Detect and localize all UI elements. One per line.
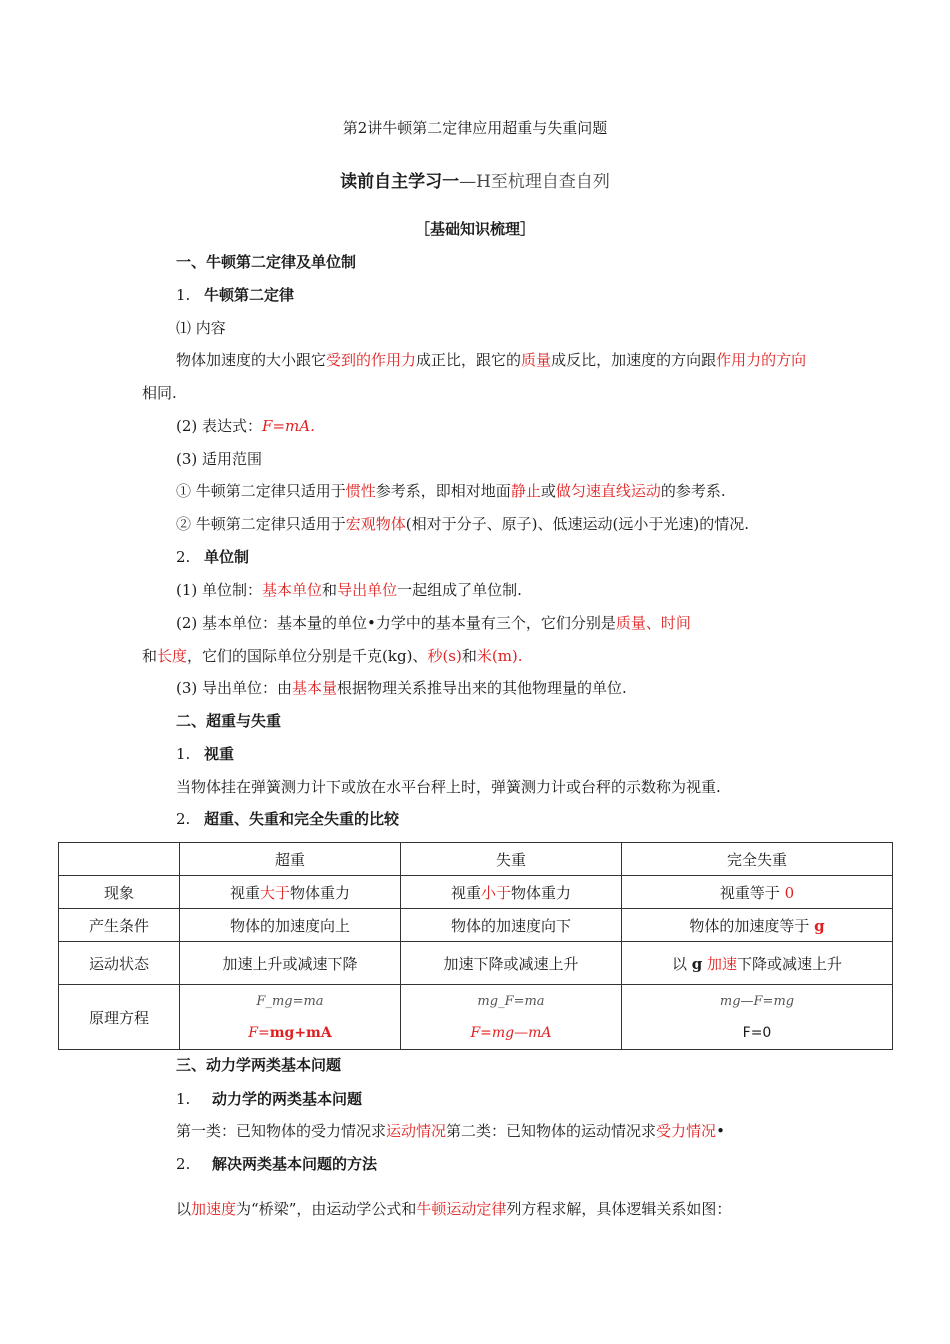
highlight-span: 秒(s) (427, 647, 462, 665)
equation-line: F=mg—mA (470, 1024, 552, 1041)
highlight-span: mg+mA (269, 1024, 332, 1041)
highlight-span: 受力情况 (656, 1122, 717, 1140)
text-span: 下降或减速上升 (737, 954, 843, 973)
highlight-span: 做匀速直线运动 (555, 482, 661, 500)
newton-law-paragraph-line-1 (176, 350, 806, 370)
text-span: (1) 单位制： (176, 581, 263, 599)
highlight-span: 宏观物体 (345, 515, 406, 533)
text-span: 物体重力 (290, 883, 351, 902)
subtitle-rest: —H至杭理自查自列 (459, 172, 610, 192)
highlight-span: 受到的作用力 (326, 351, 417, 369)
table-cell: 物体的加速度向上 (180, 909, 401, 942)
s1-subheading-2-number: 2. (176, 548, 191, 566)
highlight-span: 基本量 (292, 679, 338, 697)
highlight-span: 长度 (157, 647, 188, 665)
highlight-span: 惯性 (345, 482, 376, 500)
text-span: 物体的加速度等于 (689, 916, 815, 935)
highlight-span: 米(m). (476, 647, 523, 665)
text-span: ，它们的国际单位分别是千克(kg)、 (187, 647, 428, 665)
table-cell (401, 985, 622, 1050)
comparison-table (58, 842, 893, 1050)
apparent-weight-paragraph: 当物体挂在弹簧测力计下或放在水平台秤上时，弹簧测力计或台秤的示数称为视重. (176, 778, 721, 796)
highlight-span: 导出单位 (337, 581, 398, 599)
text-span: g (691, 954, 703, 973)
unit-system-line (176, 580, 522, 600)
text-span: 视重 (450, 883, 481, 902)
highlight-span: 时间 (660, 614, 691, 632)
row-label: 现象 (59, 876, 180, 909)
s1-subheading-2-text: 单位制 (204, 548, 250, 566)
text-span: 成反比，加速度的方向跟 (551, 351, 717, 369)
text-span: (相对于分子、原子)、低速运动(远小于光速)的情况. (405, 515, 749, 533)
table-cell (180, 876, 401, 909)
text-span: 以 (176, 1200, 192, 1218)
expression-label: (2) 表达式： (176, 417, 263, 435)
table-cell: 物体的加速度向下 (401, 909, 622, 942)
s1-subheading-1-number: 1. (176, 286, 191, 304)
table-header-cell: 超重 (180, 843, 401, 876)
equation-line: F_mg=ma (256, 993, 324, 1009)
highlight-span: 大于 (259, 883, 290, 902)
text-span: 列方程求解，具体逻辑关系如图： (506, 1200, 732, 1218)
scope-item-2 (176, 514, 749, 534)
table-cell (180, 985, 401, 1050)
text-span: • (716, 1122, 725, 1140)
highlight-span: 质量 (615, 614, 646, 632)
s2-subheading-2-text: 超重、失重和完全失重的比较 (204, 810, 400, 828)
text-span: 或 (540, 482, 556, 500)
row-label: 产生条件 (59, 909, 180, 942)
section-3-heading: 三、动力学两类基本问题 (176, 1056, 342, 1074)
content-label: ⑴ 内容 (176, 319, 226, 337)
text-span: 的参考系. (660, 482, 726, 500)
highlight-span: 小于 (480, 883, 511, 902)
s3-subheading-2-text: 解决两类基本问题的方法 (212, 1155, 378, 1173)
table-header-cell (59, 843, 180, 876)
newton-law-paragraph-line-2: 相同. (142, 384, 177, 402)
text-span: 和 (142, 647, 158, 665)
table-row (59, 985, 893, 1050)
equation-line (184, 1025, 396, 1041)
scope-item-1 (176, 481, 726, 501)
highlight-span: 、 (645, 614, 661, 632)
highlight-span: 质量 (521, 351, 552, 369)
text-span: 和 (322, 581, 338, 599)
s1-subheading-1-text: 牛顿第二定律 (204, 286, 295, 304)
text-span: ② 牛顿第二定律只适用于 (176, 515, 346, 533)
s2-subheading-1 (176, 744, 234, 764)
subtitle-main: 读前自主学习一 (340, 172, 460, 192)
base-unit-line-2 (142, 646, 523, 666)
expression-formula: F=mA. (262, 417, 315, 435)
section-bracket-title: ［基础知识梳理］ (414, 220, 535, 238)
method-paragraph (176, 1199, 731, 1219)
text-span: 第一类：已知物体的受力情况求 (176, 1122, 387, 1140)
highlight-span: F= (248, 1024, 270, 1041)
equation-line: mg_F=ma (477, 993, 545, 1009)
row-label: 原理方程 (59, 985, 180, 1050)
table-row (59, 876, 893, 909)
table-cell (622, 942, 893, 985)
text-span: 一起组成了单位制. (397, 581, 522, 599)
highlight-span: 加速度 (191, 1200, 237, 1218)
text-span: 以 (671, 954, 692, 973)
s2-subheading-2 (176, 809, 399, 829)
text-span: 视重等于 (719, 883, 785, 902)
text-span: 为“桥梁”，由运动学公式和 (236, 1200, 417, 1218)
text-span: 物体重力 (511, 883, 572, 902)
text-span: 和 (461, 647, 477, 665)
s3-subheading-1 (176, 1089, 362, 1109)
table-cell (401, 876, 622, 909)
highlight-span: 运动情况 (386, 1122, 447, 1140)
derived-unit-line (176, 678, 627, 698)
s2-subheading-1-number: 1. (176, 745, 191, 763)
table-header-row (59, 843, 893, 876)
s1-subheading-2 (176, 547, 249, 567)
table-cell: 加速上升或减速下降 (180, 942, 401, 985)
table-cell (622, 876, 893, 909)
highlight-span: 0 (784, 883, 795, 902)
table-header-cell: 完全失重 (622, 843, 893, 876)
table-cell: 加速下降或减速上升 (401, 942, 622, 985)
expression-line (176, 416, 315, 436)
highlight-span: g (814, 916, 825, 935)
s2-subheading-1-text: 视重 (204, 745, 235, 763)
row-label: 运动状态 (59, 942, 180, 985)
text-span: (2) 基本单位：基本量的单位•力学中的基本量有三个，它们分别是 (176, 614, 616, 632)
equation-line: mg—F=mg (719, 993, 795, 1009)
table-row (59, 909, 893, 942)
table-header-cell: 失重 (401, 843, 622, 876)
section-1-heading: 一、牛顿第二定律及单位制 (176, 253, 357, 271)
s3-subheading-1-text: 动力学的两类基本问题 (212, 1090, 363, 1108)
highlight-span: 静止 (510, 482, 541, 500)
text-span: 参考系，即相对地面 (375, 482, 511, 500)
text-span: 物体加速度的大小跟它 (176, 351, 327, 369)
s3-subheading-2 (176, 1154, 377, 1174)
text-span: ① 牛顿第二定律只适用于 (176, 482, 346, 500)
table-cell (622, 909, 893, 942)
text-span: 成正比，跟它的 (416, 351, 522, 369)
scope-label: (3) 适用范围 (176, 450, 263, 468)
highlight-span: 牛顿运动定律 (416, 1200, 507, 1218)
base-unit-line-1 (176, 613, 691, 633)
text-span: 根据物理关系推导出来的其他物理量的单位. (337, 679, 627, 697)
s2-subheading-2-number: 2. (176, 810, 191, 828)
page-subtitle (0, 172, 950, 192)
text-span: 第二类：已知物体的运动情况求 (446, 1122, 657, 1140)
table-row (59, 942, 893, 985)
s3-subheading-1-number: 1. (176, 1090, 191, 1108)
page-title: 第2讲牛顿第二定律应用超重与失重问题 (342, 119, 608, 137)
section-2-heading: 二、超重与失重 (176, 712, 282, 730)
highlight-span: 作用力的方向 (716, 351, 807, 369)
table-cell (622, 985, 893, 1050)
s1-subheading-1 (176, 285, 294, 305)
text-span: (3) 导出单位：由 (176, 679, 293, 697)
text-span: 视重 (229, 883, 260, 902)
problem-types-line (176, 1121, 725, 1141)
highlight-span: 加速 (702, 954, 738, 973)
highlight-span: 基本单位 (262, 581, 323, 599)
s3-subheading-2-number: 2. (176, 1155, 191, 1173)
equation-line: F=0 (742, 1024, 772, 1041)
